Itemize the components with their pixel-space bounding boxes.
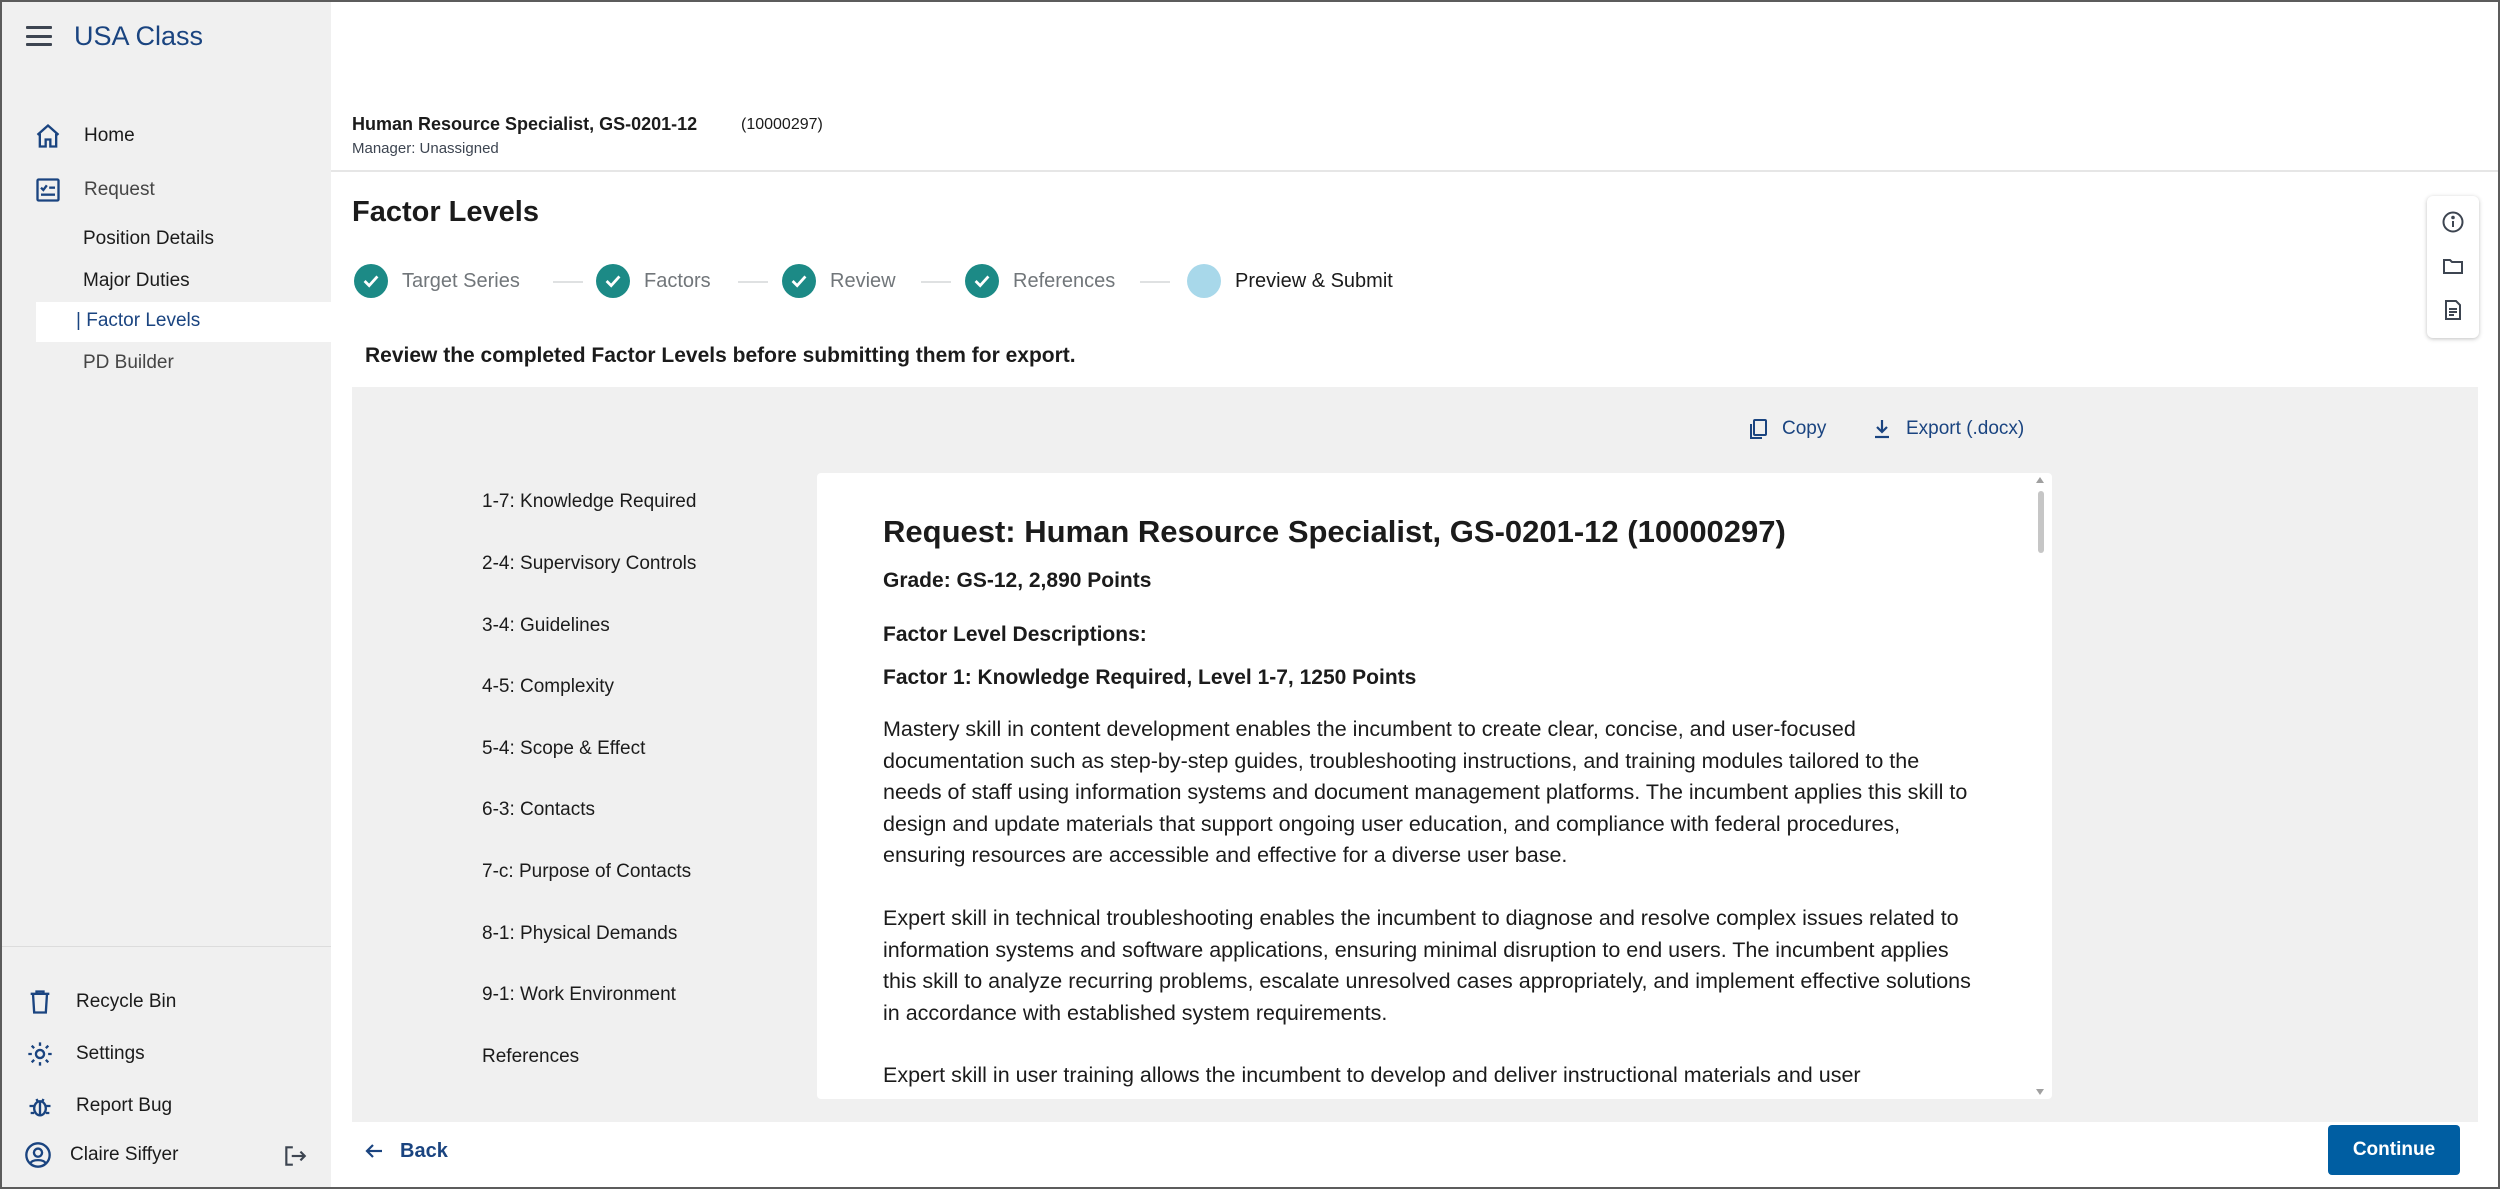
factor-link[interactable]: 2-4: Supervisory Controls: [482, 553, 697, 574]
sidebar-subitem-factor-levels[interactable]: | Factor Levels: [76, 310, 201, 331]
check-icon: [782, 264, 816, 298]
copy-button[interactable]: [1746, 417, 1826, 441]
factor-level-descriptions-heading: Factor Level Descriptions:: [883, 623, 1147, 646]
manager-label: Manager: Unassigned: [352, 140, 499, 157]
sidebar-subitem-pd-builder[interactable]: PD Builder: [83, 352, 174, 373]
document-icon[interactable]: [2441, 298, 2465, 322]
sidebar-item-label: Home: [84, 125, 135, 146]
sidebar-item-label: Recycle Bin: [76, 991, 177, 1012]
step-connector: [921, 281, 951, 283]
download-icon: [1870, 417, 1894, 441]
factor-link[interactable]: 8-1: Physical Demands: [482, 923, 678, 944]
side-toolbar: [2427, 196, 2479, 338]
brand: [26, 16, 203, 56]
check-icon: [965, 264, 999, 298]
back-label: Back: [400, 1139, 448, 1162]
sidebar-item-home[interactable]: [34, 122, 135, 150]
folder-icon[interactable]: [2441, 254, 2465, 278]
page-title: Factor Levels: [352, 196, 539, 228]
step-label: Target Series: [402, 269, 520, 292]
check-icon: [354, 264, 388, 298]
step-label: Factors: [644, 269, 711, 292]
step-connector: [738, 281, 768, 283]
step-connector: [1140, 281, 1170, 283]
step-label: Preview & Submit: [1235, 269, 1393, 292]
scroll-up-arrow[interactable]: [2036, 477, 2044, 483]
sidebar-item-label: Request: [84, 179, 155, 200]
sidebar-item-recycle-bin[interactable]: [26, 988, 176, 1016]
factor-link[interactable]: 1-7: Knowledge Required: [482, 491, 697, 512]
export-docx-button[interactable]: [1870, 417, 2024, 441]
check-icon: [596, 264, 630, 298]
user-icon: [24, 1141, 52, 1169]
document-title: Request: Human Resource Specialist, GS-0201-12 (10000297): [883, 514, 1786, 549]
factor-link[interactable]: 3-4: Guidelines: [482, 615, 610, 636]
home-icon: [34, 122, 62, 150]
sidebar-divider: [2, 946, 331, 947]
position-header: [331, 2, 2498, 172]
document-preview[interactable]: [817, 473, 2052, 1099]
current-step-indicator: [1187, 264, 1221, 298]
factor-link[interactable]: 5-4: Scope & Effect: [482, 738, 646, 759]
app-title: USA Class: [74, 20, 204, 51]
document-paragraph: Expert skill in user training allows the incumbent to develop and deliver instructional materials and user: [883, 1063, 1861, 1087]
intro-text: Review the completed Factor Levels before submitting them for export.: [365, 344, 1076, 367]
document-paragraph: Mastery skill in content development enables the incumbent to create clear, concise, and user-focused documentation such as step-by-step guides, troubleshooting instructions, and training modules tailored to the needs of staff using information systems and document management platforms. The incumbent applies this skill to design and update materials that support ongoing user education, and compliance with federal procedures, ensuring resources are accessible and effective for a diverse user base.: [883, 717, 1968, 867]
scrollbar-thumb[interactable]: [2038, 491, 2044, 553]
step-label: References: [1013, 269, 1116, 292]
step-target-series[interactable]: [354, 264, 520, 298]
step-preview-submit[interactable]: [1187, 264, 1393, 298]
info-icon[interactable]: [2441, 210, 2465, 234]
factor-link[interactable]: 9-1: Work Environment: [482, 984, 676, 1005]
factor-heading: Factor 1: Knowledge Required, Level 1-7, 1250 Points: [883, 666, 1417, 689]
step-label: Review: [830, 269, 896, 292]
factor-link[interactable]: 7-c: Purpose of Contacts: [482, 861, 692, 882]
user-name: Claire Siffyer: [70, 1144, 179, 1165]
continue-button[interactable]: Continue: [2328, 1125, 2460, 1175]
document-grade: Grade: GS-12, 2,890 Points: [883, 569, 1152, 592]
position-title: Human Resource Specialist, GS-0201-12: [352, 114, 698, 134]
user-account[interactable]: [24, 1141, 178, 1169]
trash-icon: [26, 988, 54, 1016]
sidebar-item-label: Report Bug: [76, 1095, 173, 1116]
step-review[interactable]: [782, 264, 896, 298]
position-id: (10000297): [741, 116, 823, 133]
sidebar-subitem-position-details[interactable]: Position Details: [83, 228, 214, 249]
preview-panel: [352, 387, 2478, 1122]
back-button[interactable]: [362, 1139, 448, 1163]
factor-link[interactable]: 6-3: Contacts: [482, 799, 595, 820]
step-connector: [553, 281, 583, 283]
sidebar: [2, 2, 331, 1187]
sidebar-subitem-major-duties[interactable]: Major Duties: [83, 270, 190, 291]
arrow-left-icon: [362, 1139, 386, 1163]
sidebar-item-label: Settings: [76, 1043, 145, 1064]
factor-link-references[interactable]: References: [482, 1046, 580, 1067]
gear-icon: [26, 1040, 54, 1068]
export-label: Export (.docx): [1906, 418, 2025, 439]
factor-link[interactable]: 4-5: Complexity: [482, 676, 614, 697]
checklist-icon: [34, 176, 62, 204]
step-factors[interactable]: [596, 264, 711, 298]
step-references[interactable]: [965, 264, 1115, 298]
copy-label: Copy: [1782, 418, 1827, 439]
scroll-down-arrow[interactable]: [2036, 1089, 2044, 1095]
sidebar-item-report-bug[interactable]: [26, 1092, 172, 1120]
sidebar-item-request[interactable]: [34, 176, 155, 204]
menu-icon[interactable]: [26, 26, 52, 46]
logout-icon[interactable]: [282, 1143, 308, 1169]
copy-icon: [1746, 417, 1770, 441]
bug-icon: [26, 1092, 54, 1120]
sidebar-item-settings[interactable]: [26, 1040, 145, 1068]
document-paragraph: Expert skill in technical troubleshooting enables the incumbent to diagnose and resolve complex issues related to information systems and software applications, ensuring minimal disruption to end users. The incumbent applies this skill to analyze recurring problems, escalate unresolved cases appropriately, and implement effective solutions in accordance with established system requirements.: [883, 906, 1971, 1025]
